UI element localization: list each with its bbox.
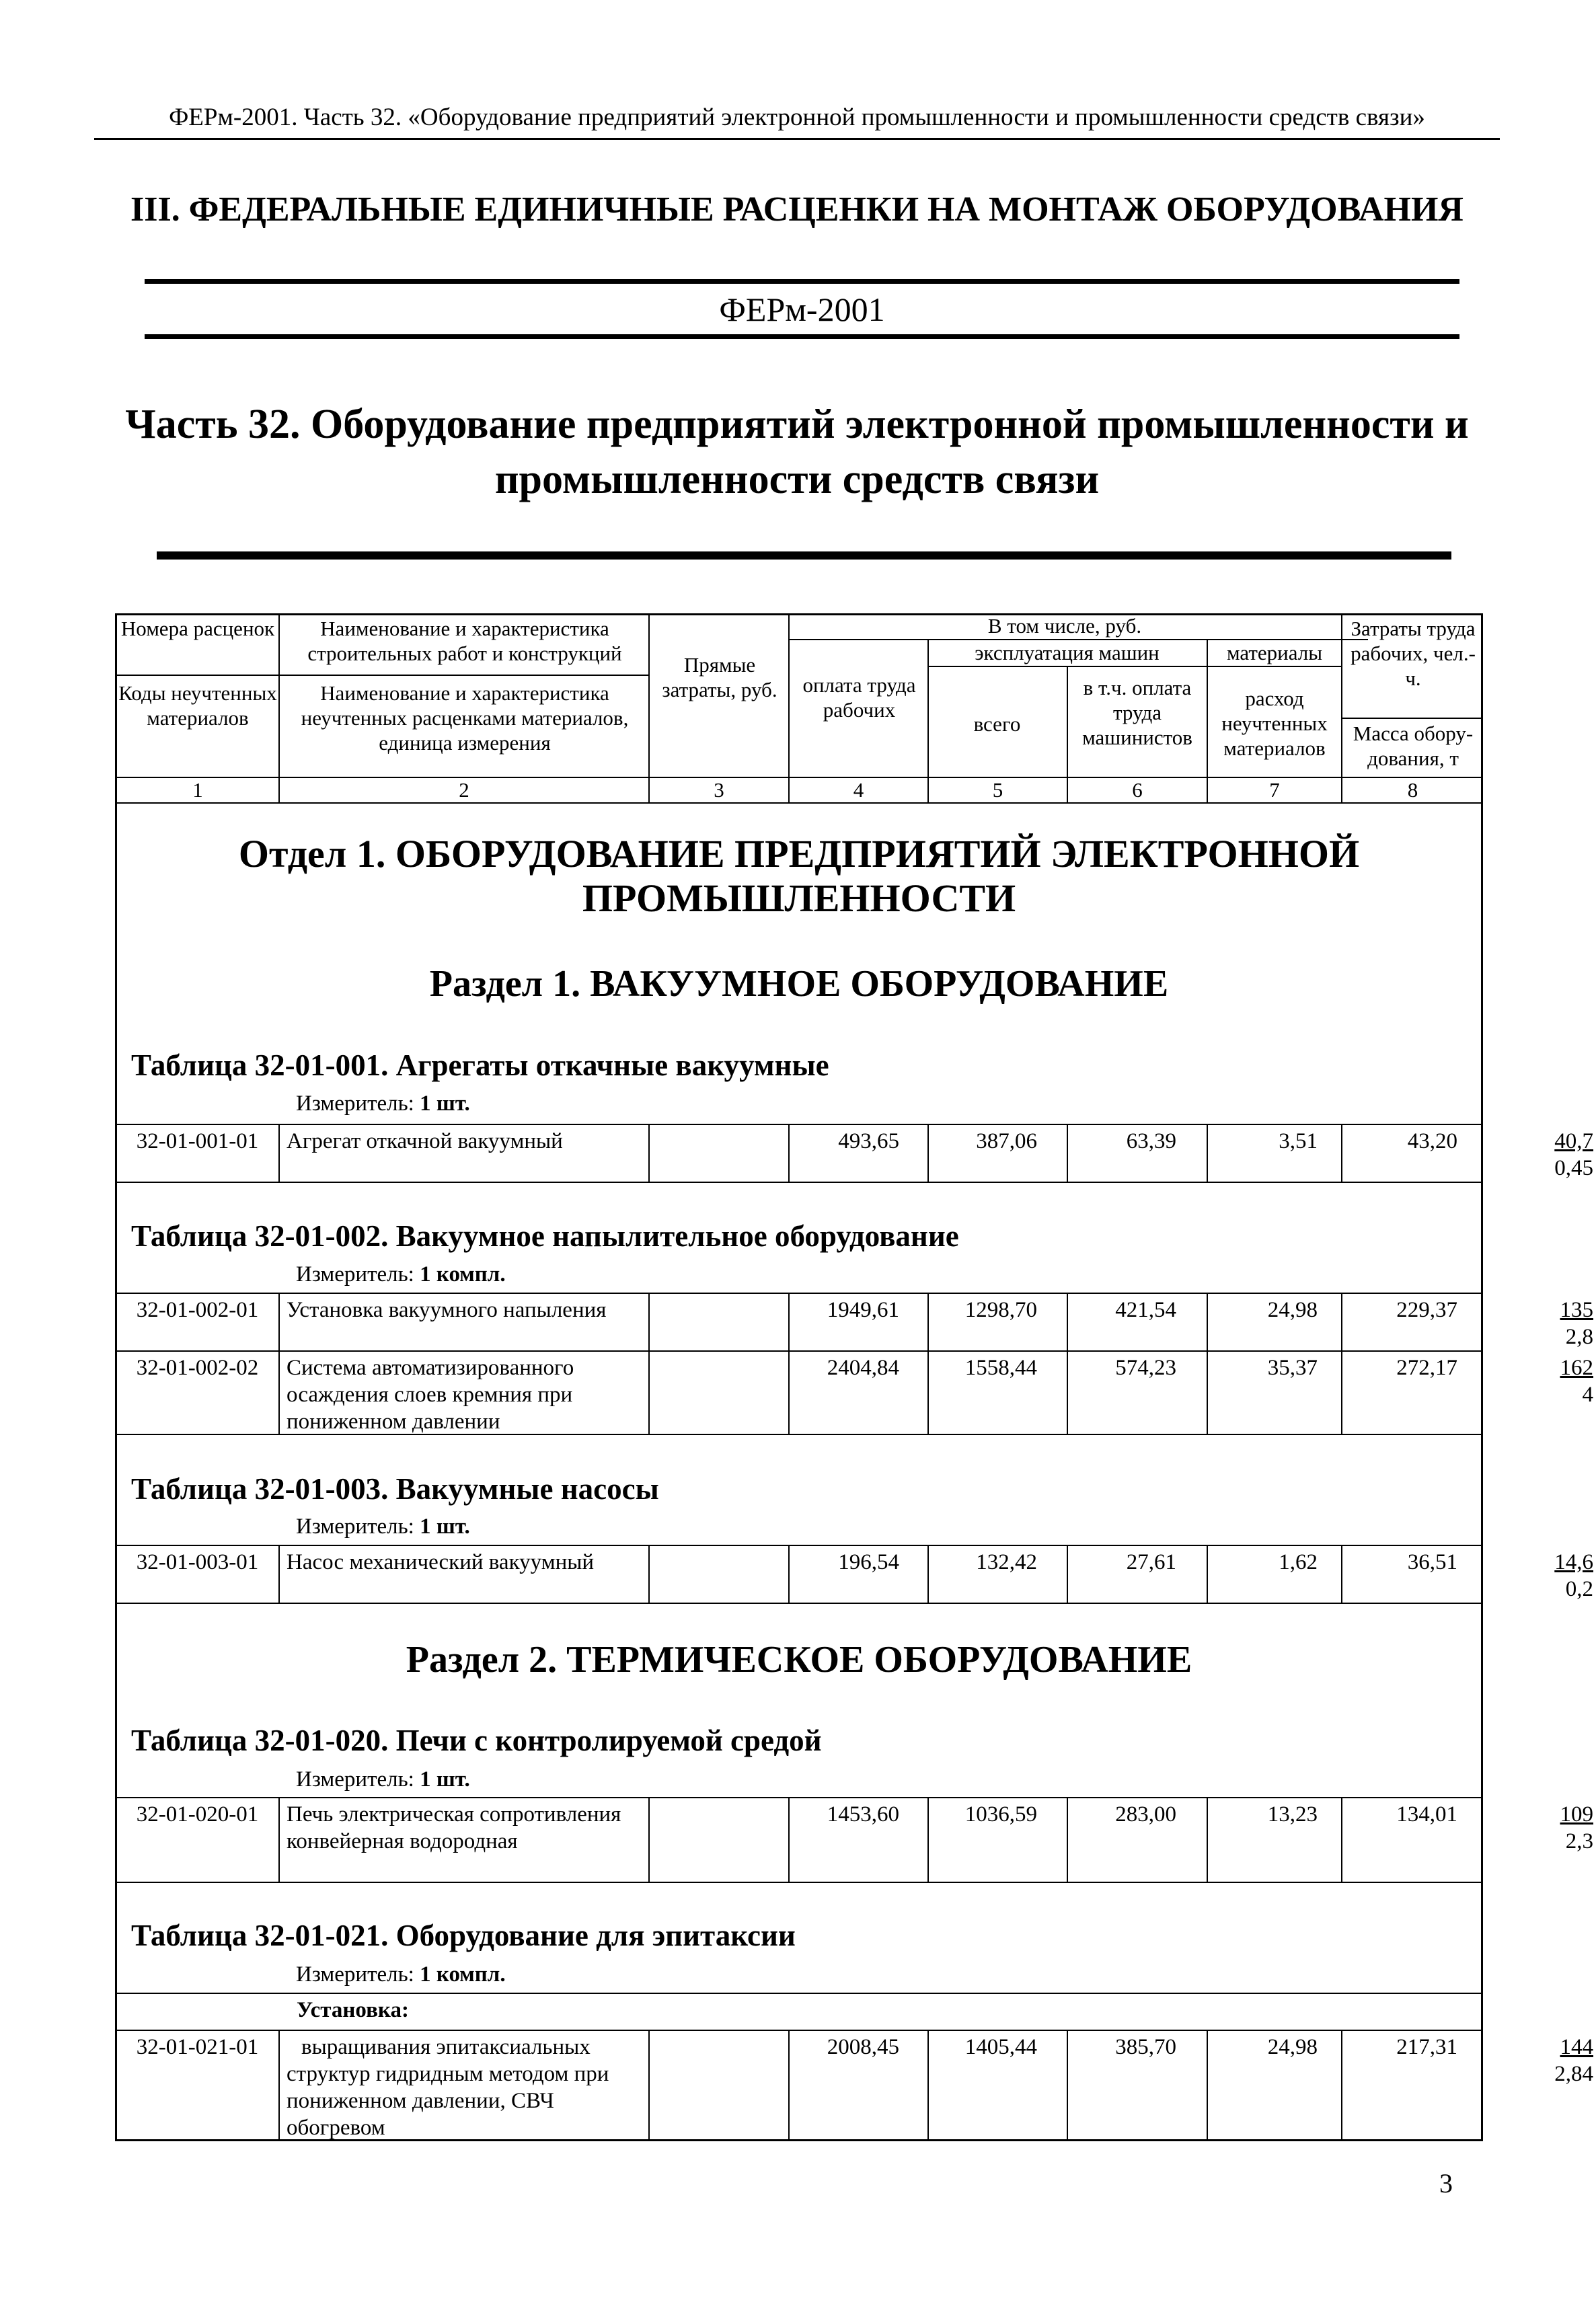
row-vline xyxy=(278,1293,280,1434)
table-title: Таблица 32-01-001. Агрегаты откачные вакуумные xyxy=(131,1048,829,1082)
col5-header: всего xyxy=(973,712,1021,736)
row-vline xyxy=(278,1797,280,1882)
labor-hours: 144 xyxy=(1560,2035,1593,2059)
col1-top-header: Номера расценок xyxy=(120,617,275,640)
measure-label: Измеритель: xyxy=(296,1262,414,1287)
measure-unit xyxy=(296,1513,470,1540)
row-vline xyxy=(1067,2030,1068,2141)
col-number: 3 xyxy=(714,778,724,802)
measure-unit xyxy=(296,1261,506,1288)
rate-code: 32-01-002-02 xyxy=(136,1356,259,1380)
col4-header: оплата труда рабочих xyxy=(802,673,916,722)
measure-value: 1 шт. xyxy=(420,1091,470,1116)
table-row xyxy=(115,1797,1593,1883)
page-number: 3 xyxy=(1439,2168,1453,2198)
labor-mass xyxy=(1346,1352,1596,1408)
labor-hours: 162 xyxy=(1560,1356,1593,1380)
rate-code: 32-01-002-01 xyxy=(136,1298,259,1322)
row-line xyxy=(115,1882,1483,1883)
header-line xyxy=(927,666,1341,667)
labor-mass xyxy=(1346,2031,1596,2087)
labor-pay: 1036,59 xyxy=(964,1802,1037,1827)
row-vline xyxy=(1341,2030,1342,2141)
row-vline xyxy=(788,1797,790,1882)
header-vline xyxy=(278,613,280,802)
row-line xyxy=(115,1603,1483,1604)
table-row xyxy=(115,1350,1593,1435)
measure-label: Измеритель: xyxy=(296,1514,414,1539)
measure-value: 1 компл. xyxy=(420,1962,506,1987)
row-vline xyxy=(1207,1545,1208,1603)
labor-hours: 135 xyxy=(1560,1298,1593,1322)
row-vline xyxy=(927,2030,929,2141)
table-title: Таблица 32-01-003. Вакуумные насосы xyxy=(131,1472,659,1506)
machinists-pay: 1,62 xyxy=(1279,1550,1318,1574)
measure-label: Измеритель: xyxy=(296,1091,414,1116)
equipment-mass: 4 xyxy=(1582,1383,1593,1407)
part-rule xyxy=(157,551,1451,560)
machines-total: 27,61 xyxy=(1126,1550,1176,1574)
row-vline xyxy=(788,1545,790,1603)
row-vline xyxy=(788,2030,790,2141)
row-vline xyxy=(927,1124,929,1182)
code-title: ФЕРм-2001 xyxy=(719,291,885,328)
work-name: Система автоматизированного осаждения слоев кремния при пониженном давлении xyxy=(287,1356,574,1434)
table-row xyxy=(115,1545,1593,1604)
row-vline xyxy=(1067,1124,1068,1182)
section-2-title: Раздел 2. ТЕРМИЧЕСКОЕ ОБОРУДОВАНИЕ xyxy=(406,1639,1192,1681)
row-vline xyxy=(1067,1545,1068,1603)
labor-mass xyxy=(1346,1798,1596,1855)
row-vline xyxy=(1341,1545,1342,1603)
row-vline xyxy=(927,1545,929,1603)
row-vline xyxy=(278,1545,280,1603)
labor-hours: 40,7 xyxy=(1554,1129,1593,1153)
table-title: Таблица 32-01-021. Оборудование для эпитаксии xyxy=(131,1919,796,1952)
row-vline xyxy=(1207,2030,1208,2141)
col8-top-header: Затраты труда рабочих, чел.-ч. xyxy=(1351,617,1476,690)
measure-label: Измеритель: xyxy=(296,1962,414,1987)
equipment-mass: 2,8 xyxy=(1565,1325,1593,1349)
rate-code: 32-01-001-01 xyxy=(136,1129,259,1153)
materials-cost: 272,17 xyxy=(1396,1356,1457,1380)
incl-header: В том числе, руб. xyxy=(987,614,1142,638)
labor-mass xyxy=(1346,1294,1596,1350)
row-vline xyxy=(1207,1797,1208,1882)
materials-cost: 36,51 xyxy=(1407,1550,1457,1574)
work-name: Агрегат откачной вакуумный xyxy=(287,1129,563,1153)
row-vline xyxy=(278,1124,280,1182)
table-row xyxy=(115,1293,1593,1352)
header-line xyxy=(115,675,648,676)
header-vline xyxy=(648,613,650,802)
table-row xyxy=(115,1124,1593,1183)
row-vline xyxy=(648,1545,650,1603)
col8-bottom-header: Масса обору-дования, т xyxy=(1353,722,1474,770)
rate-code: 32-01-020-01 xyxy=(136,1802,259,1827)
section-1-title: Раздел 1. ВАКУУМНОЕ ОБОРУДОВАНИЕ xyxy=(429,963,1169,1005)
row-line xyxy=(115,1434,1483,1435)
col-number: 1 xyxy=(192,778,203,802)
machines-total: 283,00 xyxy=(1115,1802,1176,1827)
machinists-pay: 24,98 xyxy=(1267,2035,1318,2059)
machines-total: 63,39 xyxy=(1126,1129,1176,1153)
row-vline xyxy=(788,1124,790,1182)
work-name: Установка вакуумного напыления xyxy=(287,1298,607,1322)
labor-pay: 387,06 xyxy=(976,1129,1037,1153)
row-vline xyxy=(1067,1797,1068,1882)
table-row xyxy=(115,2030,1593,2143)
col3-header: Прямые затраты, руб. xyxy=(662,653,777,701)
materials-cost: 229,37 xyxy=(1396,1298,1457,1322)
col-number: 4 xyxy=(853,778,864,802)
materials-header: материалы xyxy=(1226,641,1323,664)
department-title xyxy=(117,832,1481,921)
direct-cost: 1949,61 xyxy=(827,1298,899,1322)
subhead-row xyxy=(115,1993,1483,2031)
row-vline xyxy=(648,1293,650,1434)
labor-pay: 132,42 xyxy=(976,1550,1037,1574)
row-vline xyxy=(648,1124,650,1182)
row-vline xyxy=(927,1293,929,1434)
department-title-line1: Отдел 1. ОБОРУДОВАНИЕ ПРЕДПРИЯТИЙ ЭЛЕКТРОННОЙ xyxy=(238,832,1360,876)
col-number: 7 xyxy=(1269,778,1280,802)
labor-pay: 1298,70 xyxy=(964,1298,1037,1322)
col2-bottom-header: Наименование и характеристика неучтенных расценками материалов, единица измерения xyxy=(301,681,629,755)
row-vline xyxy=(1067,1293,1068,1434)
table-title: Таблица 32-01-002. Вакуумное напылительное оборудование xyxy=(131,1219,959,1253)
measure-unit xyxy=(296,1766,470,1793)
equipment-mass: 2,84 xyxy=(1554,2062,1593,2086)
row-vline xyxy=(1341,1124,1342,1182)
row-vline xyxy=(1207,1293,1208,1434)
direct-cost: 493,65 xyxy=(838,1129,899,1153)
direct-cost: 2404,84 xyxy=(827,1356,899,1380)
row-vline xyxy=(648,2030,650,2141)
work-name: Печь электрическая сопротивления конвейерная водородная xyxy=(287,1802,621,1853)
header-rule xyxy=(94,138,1500,140)
measure-value: 1 компл. xyxy=(420,1262,506,1287)
measure-value: 1 шт. xyxy=(420,1514,470,1539)
work-name: Насос механический вакуумный xyxy=(287,1550,595,1574)
row-line xyxy=(115,1182,1483,1183)
col1-bottom-header: Коды неучтенных материалов xyxy=(118,681,277,730)
col7-header: расход неучтенных материалов xyxy=(1221,687,1328,760)
materials-cost: 217,31 xyxy=(1396,2035,1457,2059)
labor-hours: 14,6 xyxy=(1554,1550,1593,1574)
col-number: 6 xyxy=(1132,778,1143,802)
row-vline xyxy=(1341,1293,1342,1434)
labor-mass xyxy=(1346,1546,1596,1603)
department-title-line2: ПРОМЫШЛЕННОСТИ xyxy=(582,876,1016,920)
running-header: ФЕРм-2001. Часть 32. «Оборудование предприятий электронной промышленности и промышленности средств связи» xyxy=(169,104,1425,131)
equipment-mass: 2,3 xyxy=(1565,1829,1593,1853)
equipment-mass: 0,2 xyxy=(1565,1577,1593,1601)
machines-total: 421,54 xyxy=(1115,1298,1176,1322)
rule-top xyxy=(145,279,1459,284)
row-vline xyxy=(278,2030,280,2141)
part-title-line1: Часть 32. Оборудование предприятий электронной промышленности и xyxy=(125,401,1469,447)
labor-pay: 1405,44 xyxy=(964,2035,1037,2059)
row-vline xyxy=(1207,1124,1208,1182)
measure-unit xyxy=(296,1961,506,1988)
rate-code: 32-01-003-01 xyxy=(136,1550,259,1574)
machinists-pay: 3,51 xyxy=(1279,1129,1318,1153)
machinists-pay: 24,98 xyxy=(1267,1298,1318,1322)
direct-cost: 2008,45 xyxy=(827,2035,899,2059)
col-number: 2 xyxy=(459,778,469,802)
header-line xyxy=(1341,718,1483,719)
table-title: Таблица 32-01-020. Печи с контролируемой средой xyxy=(131,1724,822,1757)
work-name: выращивания эпитаксиальных структур гидридным методом при пониженном давлении, СВЧ обогревом xyxy=(287,2035,609,2140)
machinists-pay: 13,23 xyxy=(1267,1802,1318,1827)
labor-hours: 109 xyxy=(1560,1802,1593,1827)
equipment-mass: 0,45 xyxy=(1554,1156,1593,1180)
row-vline xyxy=(927,1797,929,1882)
header-vline xyxy=(788,613,790,802)
measure-unit xyxy=(296,1090,470,1117)
row-vline xyxy=(648,1797,650,1882)
rate-code: 32-01-021-01 xyxy=(136,2035,259,2059)
row-vline xyxy=(1341,1797,1342,1882)
col-number: 8 xyxy=(1407,778,1418,802)
labor-pay: 1558,44 xyxy=(964,1356,1037,1380)
materials-cost: 43,20 xyxy=(1407,1129,1457,1153)
part-title xyxy=(114,397,1480,507)
header-vline xyxy=(1341,613,1342,802)
machines-total: 574,23 xyxy=(1115,1356,1176,1380)
col2-top-header: Наименование и характеристика строительных работ и конструкций xyxy=(307,617,622,665)
measure-label: Измеритель: xyxy=(296,1767,414,1792)
materials-cost: 134,01 xyxy=(1396,1802,1457,1827)
machinists-pay: 35,37 xyxy=(1267,1356,1318,1380)
main-title: III. ФЕДЕРАЛЬНЫЕ ЕДИНИЧНЫЕ РАСЦЕНКИ НА МОНТАЖ ОБОРУДОВАНИЯ xyxy=(130,190,1464,229)
col-number: 5 xyxy=(992,778,1003,802)
measure-value: 1 шт. xyxy=(420,1767,470,1792)
part-title-line2: промышленности средств связи xyxy=(494,457,1100,502)
subhead-label: Установка: xyxy=(297,1998,409,2022)
direct-cost: 196,54 xyxy=(838,1550,899,1574)
machines-total: 385,70 xyxy=(1115,2035,1176,2059)
labor-mass xyxy=(1346,1125,1596,1182)
col6-header: в т.ч. оплата труда машинистов xyxy=(1082,676,1192,749)
direct-cost: 1453,60 xyxy=(827,1802,899,1827)
rule-bottom xyxy=(145,334,1459,339)
row-vline xyxy=(788,1293,790,1434)
machines-header: эксплуатация машин xyxy=(975,641,1160,664)
